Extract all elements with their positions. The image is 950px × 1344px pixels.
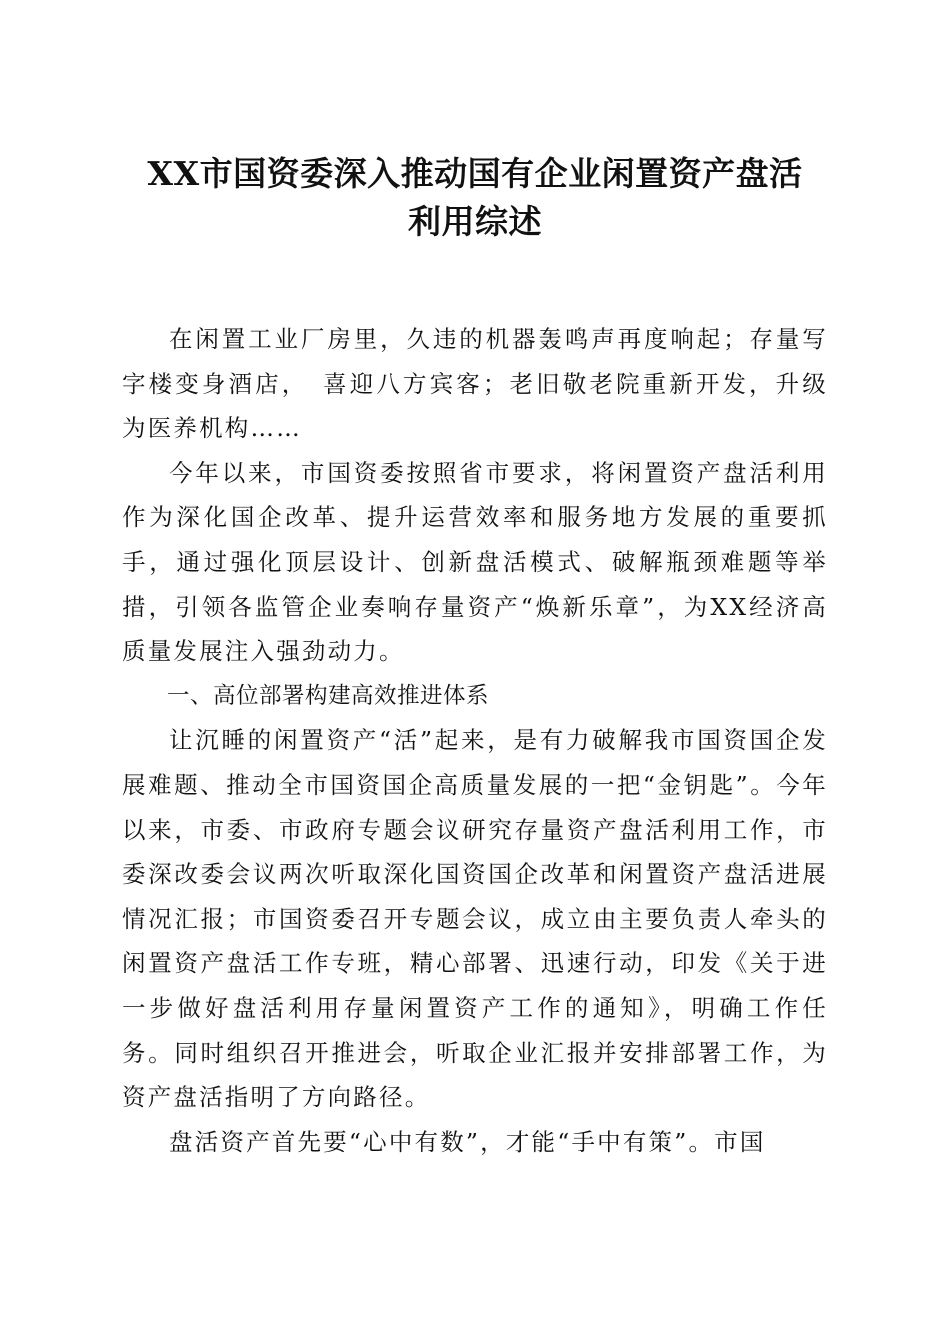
title-line-1: XX市国资委深入推动国有企业闲置资产盘活 (147, 154, 803, 193)
section-paragraph: 盘活资产首先要“心中有数”，才能“手中有策”。市国 (169, 1127, 766, 1156)
overview-paragraph: 今年以来，市国资委按照省市要求，将闲置资产盘活利用作为深化国企改革、提升运营效率和服务地方发展的重要抓手，通过强化顶层设计、创新盘活模式、破解瓶颈难题等举措，引领各监管企业奏响存量资产“焕新乐章”，为XX经济高质量发展注入强劲动力。 (122, 458, 828, 666)
title-line-2: 利用综述 (408, 202, 542, 241)
section-paragraph: 让沉睡的闲置资产“活”起来，是有力破解我市国资国企发展难题、推动全市国资国企高质量发展的一把“金钥匙”。今年以来，市委、市政府专题会议研究存量资产盘活利用工作，市委深改委会议两次听取深化国资国企改革和闲置资产盘活进展情况汇报；市国资委召开专题会议，成立由主要负责人牵头的闲置资产盘活工作专班，精心部署、迅速行动，印发《关于进一步做好盘活利用存量闲置资产工作的通知》，明确工作任务。同时组织召开推进会，听取企业汇报并安排部署工作，为资产盘活指明了方向路径。 (122, 726, 828, 1112)
document-title (110, 150, 840, 246)
section-heading: 一、高位部署构建高效推进体系 (167, 682, 490, 709)
document-body (122, 317, 828, 1164)
intro-paragraph: 在闲置工业厂房里，久违的机器轰鸣声再度响起；存量写字楼变身酒店， 喜迎八方宾客；老旧敬老院重新开发，升级为医养机构…… (122, 325, 828, 443)
